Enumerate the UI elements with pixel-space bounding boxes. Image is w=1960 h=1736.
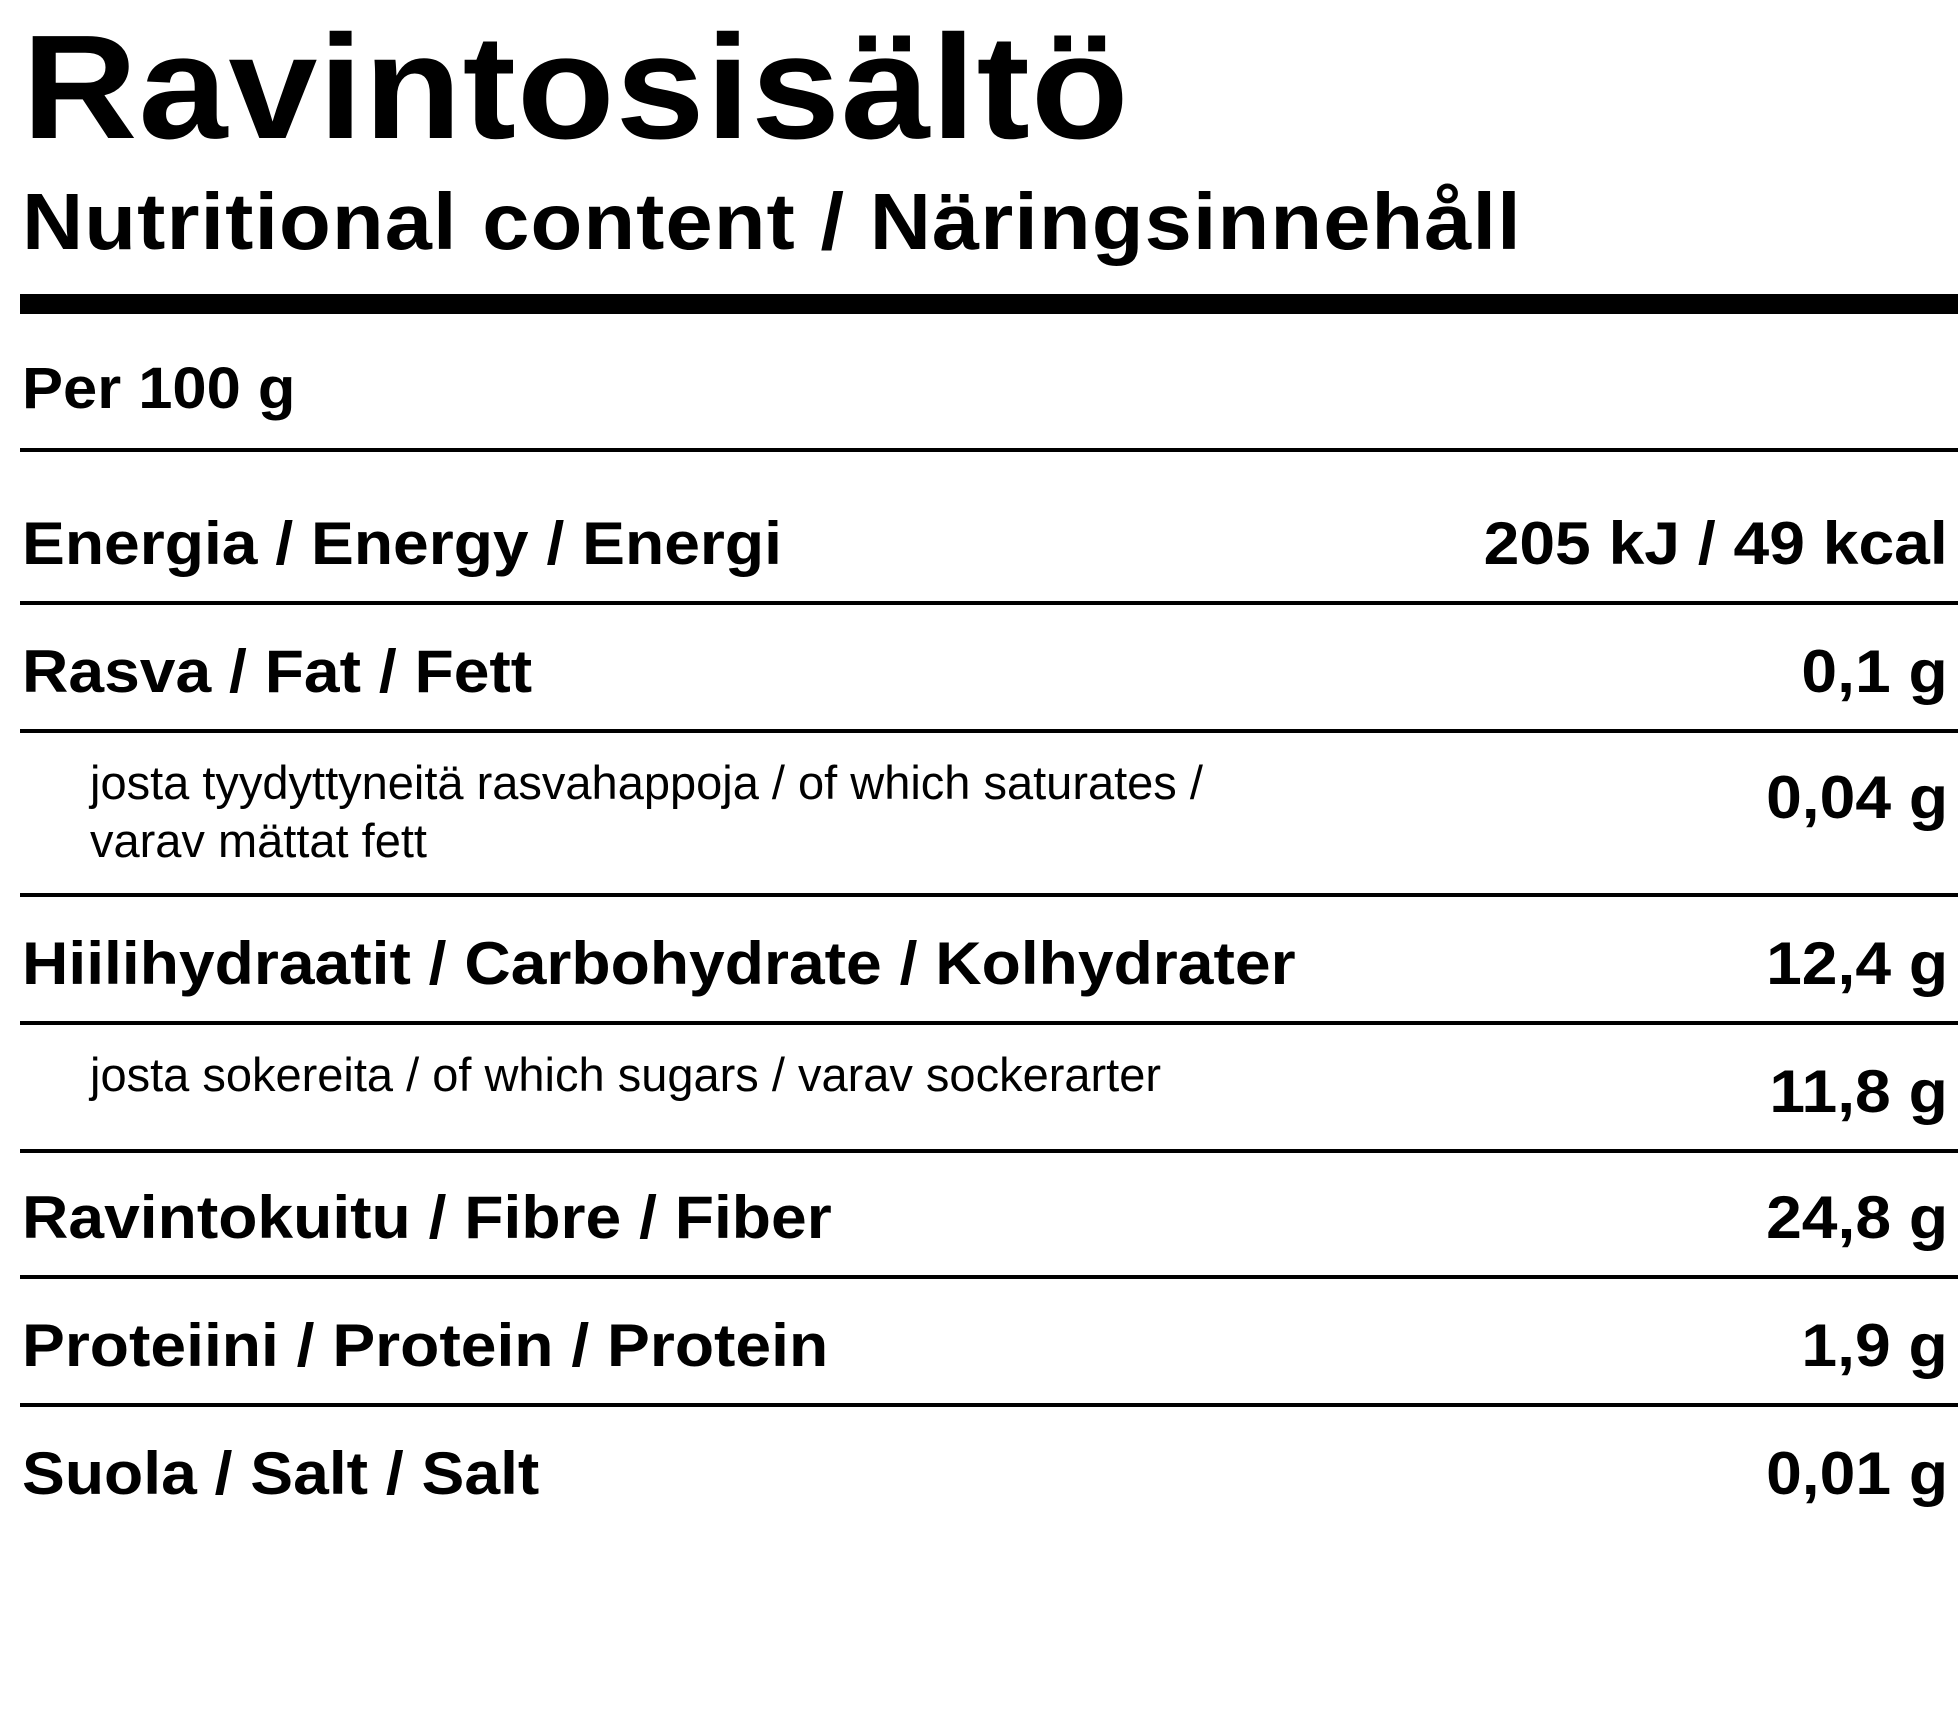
salt-value: 0,01 g [1765,1440,1948,1507]
sugars-label [90,1046,1370,1104]
label-title: Ravintosisältö [22,5,1130,170]
saturates-label [90,754,1370,870]
salt-label: Suola / Salt / Salt [22,1440,540,1507]
fat-value: 0,1 g [1801,638,1948,705]
saturates-label-line-1: josta tyydyttyneitä rasvahappoja / of which saturates / [90,756,1203,809]
carbohydrate-label: Hiilihydraatit / Carbohydrate / Kolhydrater [22,930,1296,997]
divider [20,1275,1958,1279]
divider [20,893,1958,897]
sugars-value: 11,8 g [1769,1058,1948,1125]
heavy-divider [20,294,1958,314]
energy-label: Energia / Energy / Energi [22,510,782,577]
carbohydrate-value: 12,4 g [1765,930,1948,997]
protein-value: 1,9 g [1801,1312,1948,1379]
divider [20,601,1958,605]
divider [20,448,1958,452]
saturates-label-line-2: varav mättat fett [90,814,427,867]
divider [20,729,1958,733]
serving-basis: Per 100 g [22,356,296,421]
sugars-label-line: josta sokereita / of which sugars / varav sockerarter [90,1048,1161,1101]
nutrition-label [10,0,1960,1736]
protein-label: Proteiini / Protein / Protein [22,1312,829,1379]
label-subtitle: Nutritional content / Näringsinnehåll [22,177,1522,266]
fat-label: Rasva / Fat / Fett [22,638,533,705]
saturates-value: 0,04 g [1765,764,1948,831]
divider [20,1403,1958,1407]
fibre-value: 24,8 g [1765,1184,1948,1251]
fibre-label: Ravintokuitu / Fibre / Fiber [22,1184,832,1251]
divider [20,1149,1958,1153]
energy-value: 205 kJ / 49 kcal [1483,510,1948,577]
divider [20,1021,1958,1025]
